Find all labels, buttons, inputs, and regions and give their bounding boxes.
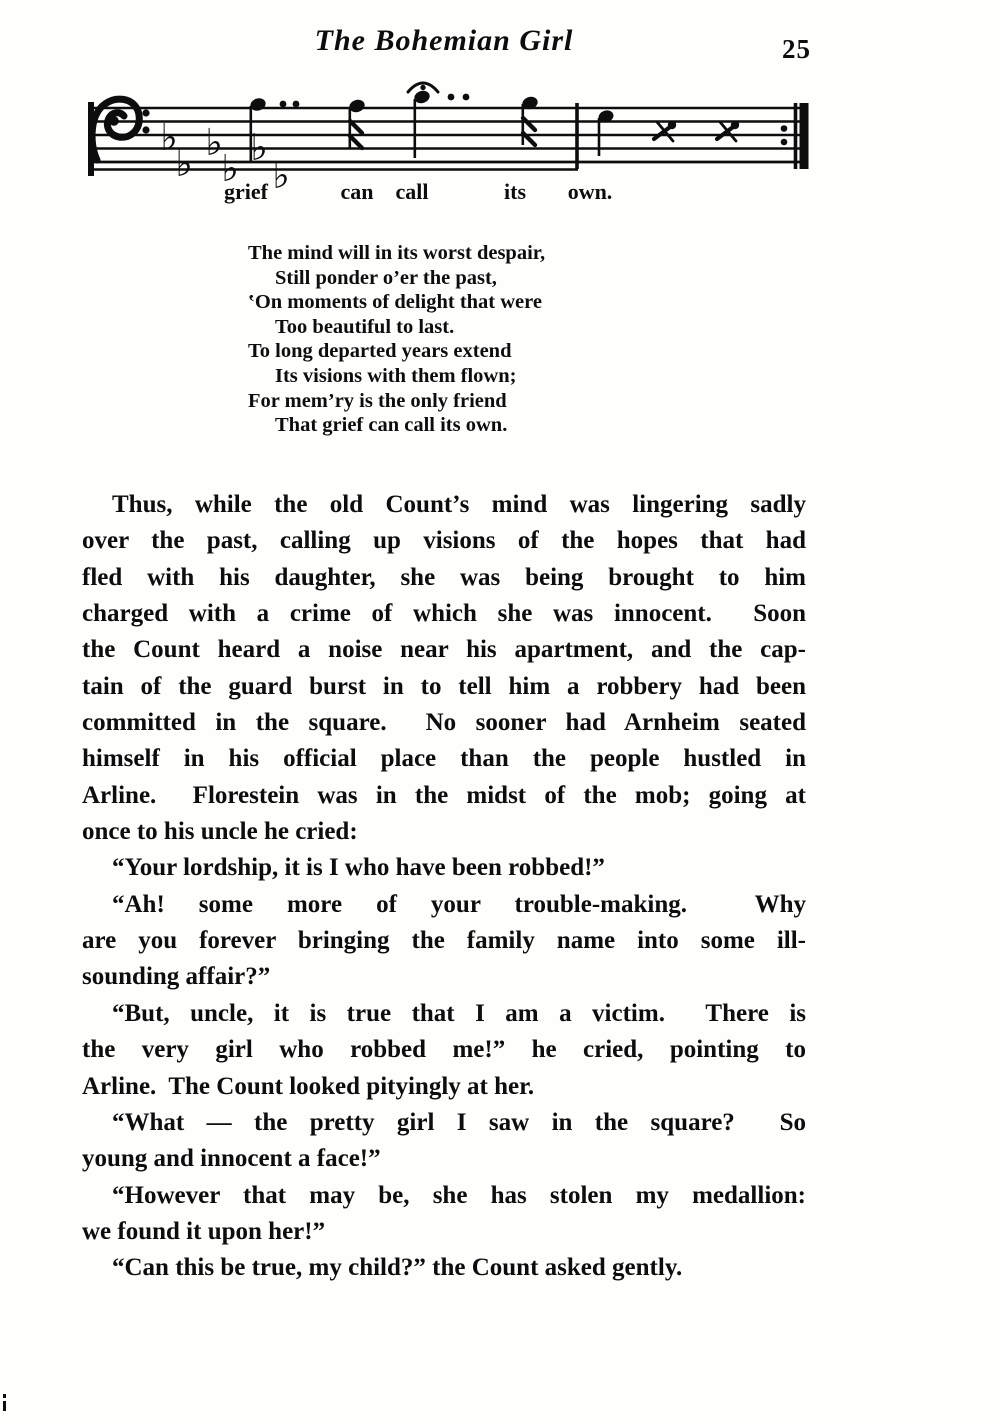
prose-line: “Your lordship, it is I who have been robbed!” bbox=[112, 854, 605, 882]
prose-line: sounding affair?” bbox=[82, 963, 271, 991]
prose-line: the Count heard a noise near his apartment, and the cap- bbox=[82, 636, 806, 664]
page-title: The Bohemian Girl bbox=[314, 24, 574, 57]
prose-line: tain of the guard burst in to tell him a robbery had been bbox=[82, 672, 806, 700]
lyric-word: can bbox=[340, 179, 374, 204]
verse-line: To long departed years extend bbox=[248, 340, 512, 363]
quarter-rest-icon bbox=[717, 121, 739, 141]
flat-icon: ♭ bbox=[175, 142, 193, 185]
lyric-word: own. bbox=[567, 179, 613, 204]
prose-line: once to his uncle he cried: bbox=[82, 818, 358, 846]
flat-icon: ♭ bbox=[205, 121, 223, 164]
staff-lines bbox=[88, 108, 808, 170]
prose-line: are you forever bringing the family name into some ill- bbox=[82, 927, 806, 955]
page-number: 25 bbox=[782, 34, 811, 64]
prose-line: over the past, calling up visions of the hopes that had bbox=[82, 527, 806, 555]
prose-line: “But, uncle, it is true that I am a victim. There is bbox=[112, 999, 806, 1027]
note-eighth-icon bbox=[348, 98, 367, 148]
margin-ink-mark bbox=[3, 1394, 6, 1411]
prose-line: fled with his daughter, she was being brought to him bbox=[82, 563, 806, 591]
verse-line: The mind will in its worst despair, bbox=[248, 242, 546, 264]
prose-line: “Ah! some more of your trouble-making. Why bbox=[112, 890, 806, 918]
prose-line: “Can this be true, my child?” the Count asked gently. bbox=[112, 1254, 683, 1282]
note-eighth-icon bbox=[521, 95, 540, 145]
verse-line: That grief can call its own. bbox=[275, 414, 508, 437]
lyric-word: grief bbox=[224, 179, 268, 204]
flat-icon: ♭ bbox=[160, 116, 178, 159]
prose-block bbox=[82, 487, 806, 1287]
prose-line: “However that may be, she has stolen my medallion: bbox=[112, 1181, 806, 1209]
prose-line: charged with a crime of which she was innocent. Soon bbox=[82, 600, 806, 628]
verse-block bbox=[248, 241, 648, 438]
verse-line: Too beautiful to last. bbox=[275, 315, 455, 338]
prose-line: himself in his official place than the people hustled in bbox=[82, 745, 806, 773]
lyric-word: call bbox=[395, 179, 429, 204]
verse-line: For mem’ry is the only friend bbox=[248, 389, 507, 412]
prose-line: Arline. The Count looked pityingly at her. bbox=[82, 1072, 535, 1100]
final-double-barline bbox=[796, 103, 805, 169]
prose-line: Thus, while the old Count’s mind was lingering sadly bbox=[112, 491, 806, 518]
verse-line: ‛On moments of delight that were bbox=[248, 291, 542, 314]
prose-line: Arline. Florestein was in the midst of the mob; going at bbox=[82, 781, 806, 809]
prose-line: the very girl who robbed me!” he cried, pointing to bbox=[82, 1036, 806, 1064]
flat-icon: ♭ bbox=[250, 126, 268, 169]
prose-line: “What — the pretty girl I saw in the square? So bbox=[112, 1108, 806, 1136]
verse-line: Its visions with them flown; bbox=[275, 364, 517, 387]
flat-icon: ♭ bbox=[272, 154, 290, 197]
prose-line: young and innocent a face!” bbox=[82, 1145, 381, 1173]
quarter-rest-icon bbox=[654, 121, 676, 141]
flat-icon: ♭ bbox=[221, 147, 239, 190]
prose-line: committed in the square. No sooner had Arnheim seated bbox=[82, 709, 806, 737]
prose-line: we found it upon her!” bbox=[82, 1217, 326, 1245]
verse-line: Still ponder o’er the past, bbox=[275, 266, 497, 289]
lyrics-row bbox=[0, 179, 1000, 205]
lyric-word: its bbox=[504, 179, 526, 204]
